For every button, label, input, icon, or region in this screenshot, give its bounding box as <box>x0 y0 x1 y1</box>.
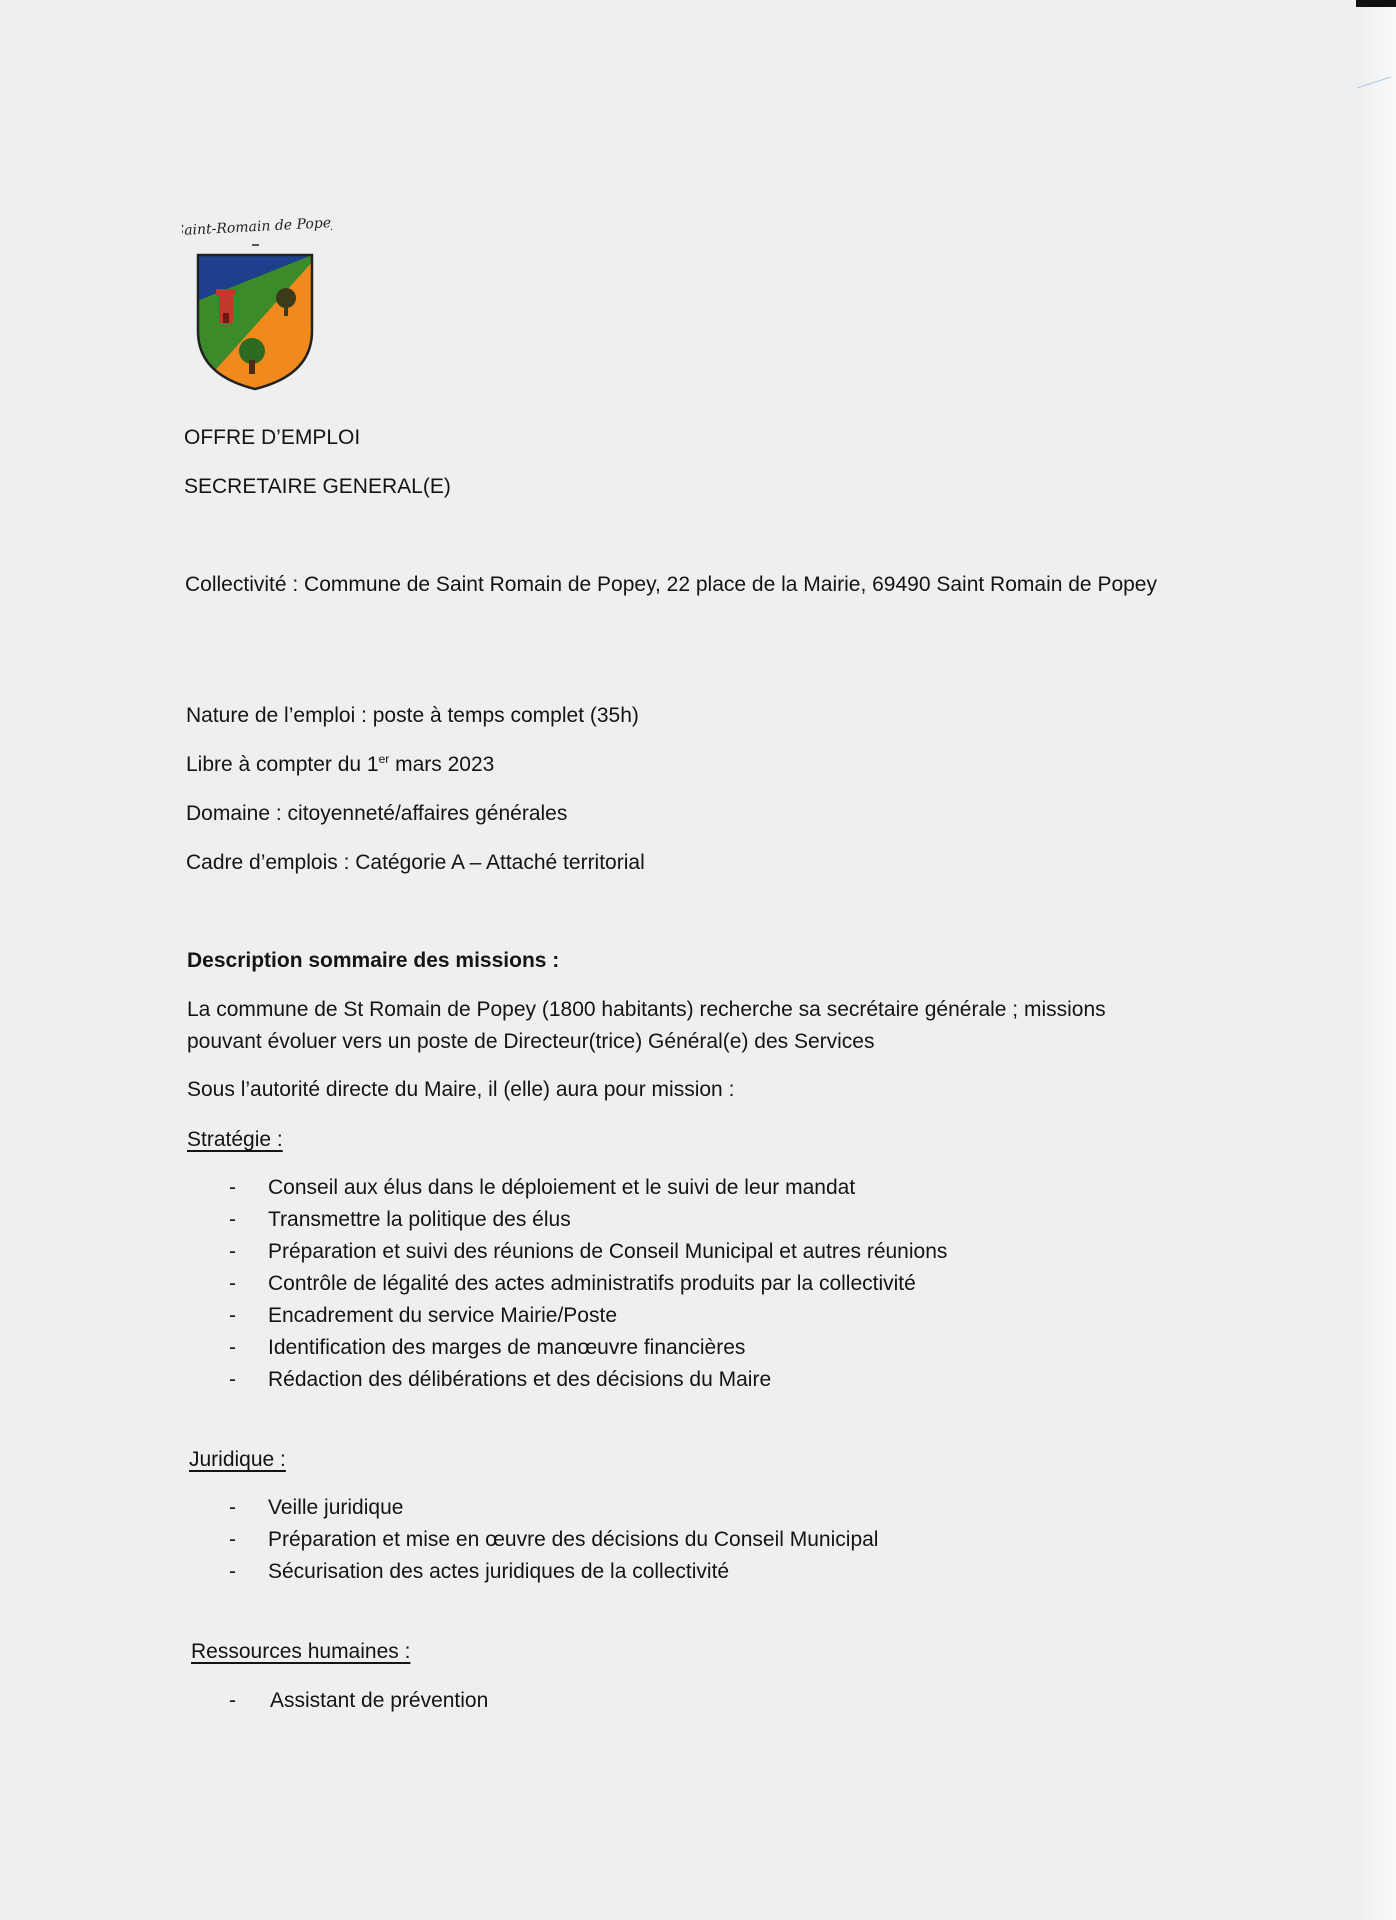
collectivite-text: Collectivité : Commune de Saint Romain de Popey, 22 place de la Mairie, 69490 Saint Romain de Popey <box>185 573 1157 596</box>
date-libre-prefix: Libre à compter du 1 <box>186 753 379 776</box>
section-title-ressources-humaines: Ressources humaines : <box>191 1640 411 1663</box>
offer-title: OFFRE D’EMPLOI <box>184 426 361 449</box>
section-title-juridique: Juridique : <box>189 1448 286 1471</box>
nature-emploi: Nature de l’emploi : poste à temps complet (35h) <box>186 704 639 727</box>
logo-banner-text: Saint-Romain de Popey <box>182 214 332 240</box>
section-title-strategie: Stratégie : <box>187 1128 283 1151</box>
cadre-emplois: Cadre d’emplois : Catégorie A – Attaché territorial <box>186 851 645 874</box>
missions-heading: Description sommaire des missions : <box>187 949 560 972</box>
autorite-text: Sous l’autorité directe du Maire, il (elle) aura pour mission : <box>187 1078 735 1101</box>
job-title: SECRETAIRE GENERAL(E) <box>184 475 451 498</box>
date-libre-sup: er <box>378 752 390 766</box>
date-libre-suffix: mars 2023 <box>389 753 495 776</box>
missions-paragraph: La commune de St Romain de Popey (1800 habitants) recherche sa secrétaire générale ; missions pouvant évoluer vers un poste de Directeur(trice) Général(e) des Services <box>187 998 1106 1053</box>
coat-of-arms-logo <box>182 203 332 403</box>
document-page: Saint-Romain de Popey OFFRE D’EMPLOI SECRETAIRE GENERAL(E) Collectivité : Commune de Saint Romain de Popey, 22 place de la Mairie, 69490 Saint Romain de Popey Nature de l’emploi : poste à temps complet (35h) Libre à compter du 1er mars 2023 Domaine : citoyenneté/affaires générales Cadre d’emplois : Catégorie A – Attaché territorial Description sommaire des missions : La commune de St Romain de Popey (1800 habitants) recherche sa secrétaire générale ; missions pouvant évoluer vers un poste de Directeur(trice) Général(e) des Services Sous l’autorité directe du Maire, il (elle) aura pour mission : Stratégie : - Conseil aux élus dans le déploiement et le suivi de leur mandat - Transmettre la politique des élus - Préparation et suivi des réunions de Conseil Municipal et autres réunions - Contrôle de légalité des actes administratifs produits par la collectivité - Encadrement du service Mairie/Poste - Identification des marges de manœuvre financières - Rédaction des délibérations et des décisions du Maire Juridique : - Veille juridique - Préparation et mise en œuvre des décisions du Conseil Municipal - Sécurisation des actes juridiques de la collectivité Ressources humaines : - Assistant de prévention <box>0 0 1396 1920</box>
domaine: Domaine : citoyenneté/affaires générales <box>186 802 568 825</box>
date-libre <box>186 750 494 780</box>
